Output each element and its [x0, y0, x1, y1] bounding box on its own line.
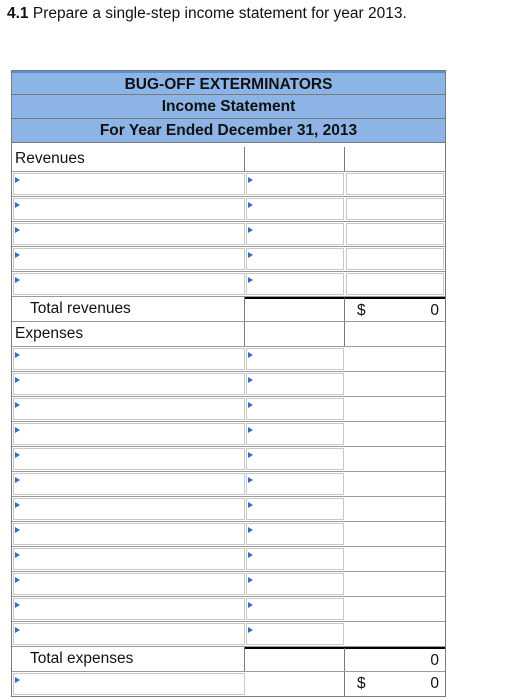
- expense-account-select[interactable]: [13, 423, 245, 445]
- dropdown-arrow-icon: [248, 627, 253, 633]
- expenses-label: Expenses: [12, 322, 245, 346]
- dropdown-arrow-icon: [248, 577, 253, 583]
- revenue-amount-input[interactable]: [246, 273, 344, 295]
- revenue-row: [12, 247, 445, 272]
- expense-row: [12, 372, 445, 397]
- dropdown-arrow-icon: [15, 627, 20, 633]
- statement-period: For Year Ended December 31, 2013: [12, 119, 445, 143]
- statement-title: Income Statement: [12, 95, 445, 119]
- expense-account-select[interactable]: [13, 348, 245, 370]
- currency-symbol: $: [357, 675, 366, 692]
- total-expenses-label: Total expenses: [12, 647, 245, 671]
- dropdown-arrow-icon: [248, 602, 253, 608]
- dropdown-arrow-icon: [15, 252, 20, 258]
- dropdown-arrow-icon: [15, 602, 20, 608]
- dropdown-arrow-icon: [248, 352, 253, 358]
- dropdown-arrow-icon: [15, 527, 20, 533]
- revenue-account-select[interactable]: [13, 273, 245, 295]
- expense-account-select[interactable]: [13, 498, 245, 520]
- expense-account-select[interactable]: [13, 548, 245, 570]
- dropdown-arrow-icon: [248, 502, 253, 508]
- revenues-header-row: [12, 147, 445, 172]
- total-revenues-value: 0: [430, 302, 439, 319]
- net-income-row: [12, 672, 445, 697]
- dropdown-arrow-icon: [15, 277, 20, 283]
- revenue-amount-input[interactable]: [246, 248, 344, 270]
- revenues-label: Revenues: [12, 147, 245, 171]
- dropdown-arrow-icon: [248, 252, 253, 258]
- dropdown-arrow-icon: [15, 477, 20, 483]
- expense-account-select[interactable]: [13, 573, 245, 595]
- expense-amount-input[interactable]: [246, 373, 344, 395]
- expense-row: [12, 522, 445, 547]
- income-statement-worksheet: [11, 70, 446, 697]
- dropdown-arrow-icon: [15, 352, 20, 358]
- dropdown-arrow-icon: [248, 402, 253, 408]
- dropdown-arrow-icon: [15, 177, 20, 183]
- revenue-total-input[interactable]: [346, 223, 444, 245]
- expense-amount-input[interactable]: [246, 398, 344, 420]
- company-name: BUG-OFF EXTERMINATORS: [12, 71, 445, 95]
- expense-amount-input[interactable]: [246, 498, 344, 520]
- expense-row: [12, 497, 445, 522]
- question-prompt: [7, 5, 407, 23]
- dropdown-arrow-icon: [15, 377, 20, 383]
- expense-amount-input[interactable]: [246, 623, 344, 645]
- dropdown-arrow-icon: [15, 677, 20, 683]
- total-revenues-row: [12, 297, 445, 322]
- dropdown-arrow-icon: [15, 577, 20, 583]
- revenue-total-input[interactable]: [346, 248, 444, 270]
- revenue-row: [12, 172, 445, 197]
- expense-amount-input[interactable]: [246, 423, 344, 445]
- net-income-cell: [345, 672, 445, 696]
- revenue-amount-input[interactable]: [246, 173, 344, 195]
- revenue-account-select[interactable]: [13, 173, 245, 195]
- total-expenses-row: [12, 647, 445, 672]
- dropdown-arrow-icon: [248, 177, 253, 183]
- question-text: Prepare a single-step income statement for year 2013.: [32, 5, 407, 22]
- expense-amount-input[interactable]: [246, 473, 344, 495]
- total-expenses-cell: [345, 647, 445, 671]
- revenue-row: [12, 222, 445, 247]
- dropdown-arrow-icon: [15, 552, 20, 558]
- expense-amount-input[interactable]: [246, 598, 344, 620]
- expense-amount-input[interactable]: [246, 348, 344, 370]
- revenue-account-select[interactable]: [13, 248, 245, 270]
- expense-row: [12, 447, 445, 472]
- expense-row: [12, 347, 445, 372]
- expenses-header-row: [12, 322, 445, 347]
- revenue-account-select[interactable]: [13, 223, 245, 245]
- expense-account-select[interactable]: [13, 448, 245, 470]
- dropdown-arrow-icon: [248, 452, 253, 458]
- revenue-total-input[interactable]: [346, 173, 444, 195]
- revenue-amount-input[interactable]: [246, 223, 344, 245]
- dropdown-arrow-icon: [15, 202, 20, 208]
- dropdown-arrow-icon: [15, 502, 20, 508]
- expense-amount-input[interactable]: [246, 573, 344, 595]
- dropdown-arrow-icon: [248, 202, 253, 208]
- total-revenues-label: Total revenues: [12, 297, 245, 321]
- question-number: 4.1: [7, 5, 29, 22]
- currency-symbol: $: [357, 302, 366, 319]
- dropdown-arrow-icon: [248, 227, 253, 233]
- dropdown-arrow-icon: [248, 377, 253, 383]
- dropdown-arrow-icon: [248, 552, 253, 558]
- dropdown-arrow-icon: [15, 402, 20, 408]
- dropdown-arrow-icon: [248, 477, 253, 483]
- expense-row: [12, 597, 445, 622]
- expense-account-select[interactable]: [13, 523, 245, 545]
- net-income-label-select[interactable]: [13, 673, 245, 695]
- expense-account-select[interactable]: [13, 598, 245, 620]
- net-income-value: 0: [430, 675, 439, 692]
- revenue-amount-input[interactable]: [246, 198, 344, 220]
- expense-row: [12, 422, 445, 447]
- total-expenses-value: 0: [430, 652, 439, 669]
- revenue-total-input[interactable]: [346, 198, 444, 220]
- dropdown-arrow-icon: [15, 452, 20, 458]
- expense-account-select[interactable]: [13, 373, 245, 395]
- expense-amount-input[interactable]: [246, 523, 344, 545]
- dropdown-arrow-icon: [248, 527, 253, 533]
- expense-account-select[interactable]: [13, 398, 245, 420]
- expense-row: [12, 572, 445, 597]
- revenue-row: [12, 272, 445, 297]
- total-revenues-cell: [345, 297, 445, 321]
- expense-account-select[interactable]: [13, 473, 245, 495]
- expense-amount-input[interactable]: [246, 548, 344, 570]
- dropdown-arrow-icon: [15, 227, 20, 233]
- expense-amount-input[interactable]: [246, 448, 344, 470]
- expense-row: [12, 397, 445, 422]
- expense-row: [12, 547, 445, 572]
- expense-row: [12, 622, 445, 647]
- dropdown-arrow-icon: [248, 427, 253, 433]
- dropdown-arrow-icon: [15, 427, 20, 433]
- expense-row: [12, 472, 445, 497]
- revenue-row: [12, 197, 445, 222]
- expense-account-select[interactable]: [13, 623, 245, 645]
- dropdown-arrow-icon: [248, 277, 253, 283]
- revenue-total-input[interactable]: [346, 273, 444, 295]
- revenue-account-select[interactable]: [13, 198, 245, 220]
